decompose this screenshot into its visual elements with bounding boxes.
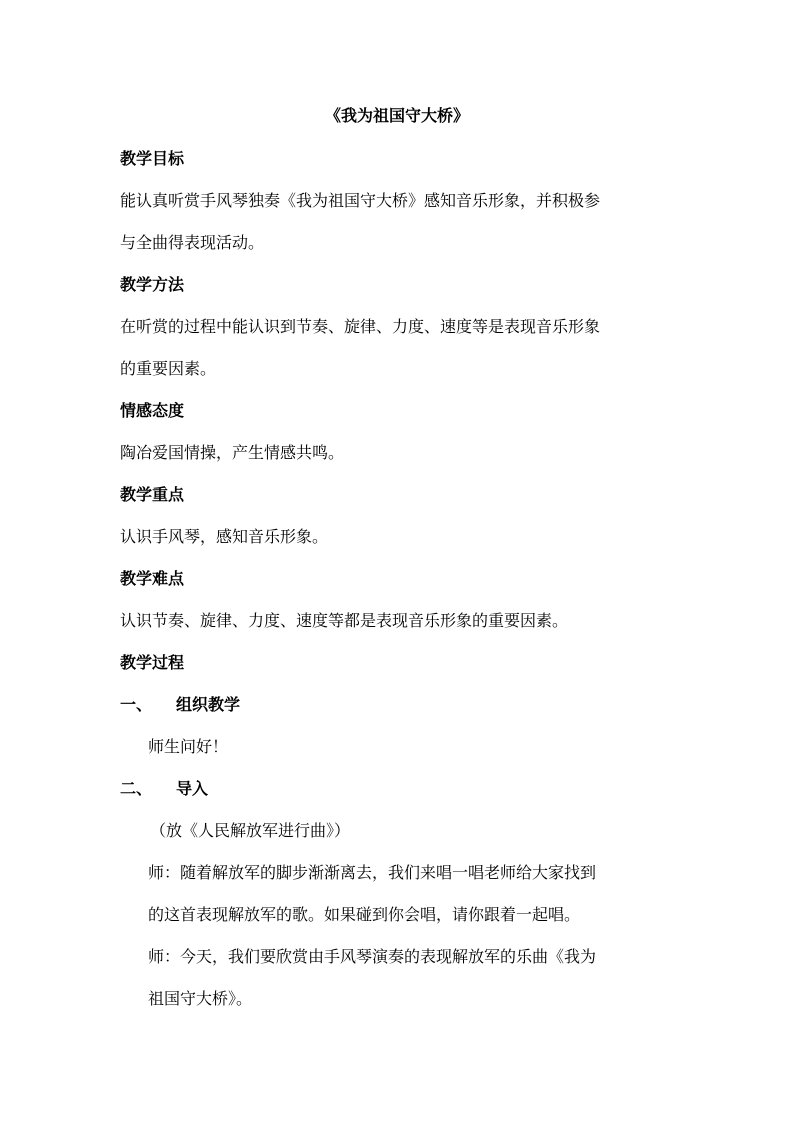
step-2-para-2-line-2: 祖国守大桥》。 [148, 989, 253, 1008]
process-step-2 [120, 779, 680, 799]
heading-key-point: 教学重点 [120, 485, 185, 504]
document-title: 《我为祖国守大桥》 [324, 106, 469, 125]
heading-teaching-goal: 教学目标 [120, 149, 185, 168]
attitude-text-line-1: 陶冶爱国情操，产生情感共鸣。 [120, 443, 345, 462]
heading-difficulty: 教学难点 [120, 569, 185, 588]
step-2-number: 二、 [120, 779, 153, 798]
step-2-title: 导入 [176, 779, 209, 798]
heading-teaching-method: 教学方法 [120, 275, 185, 294]
difficulty-text-line-1: 认识节奏、旋律、力度、速度等都是表现音乐形象的重要因素。 [120, 611, 569, 630]
step-2-para-2-line-1: 师：今天，我们要欣赏由手风琴演奏的表现解放军的乐曲《我为 [148, 947, 597, 966]
step-1-text: 师生问好！ [148, 737, 229, 756]
goal-text-line-2: 与全曲得表现活动。 [120, 233, 265, 252]
step-2-para-1-line-2: 的这首表现解放军的歌。如果碰到你会唱，请你跟着一起唱。 [148, 905, 581, 924]
heading-emotional-attitude: 情感态度 [120, 401, 185, 420]
method-text-line-2: 的重要因素。 [120, 359, 217, 378]
goal-text-line-1: 能认真听赏手风琴独奏《我为祖国守大桥》感知音乐形象，并积极参 [120, 191, 601, 210]
step-2-para-1-line-1: 师：随着解放军的脚步渐渐离去，我们来唱一唱老师给大家找到 [148, 863, 597, 882]
process-step-1 [120, 695, 680, 715]
key-point-text-line-1: 认识手风琴，感知音乐形象。 [120, 527, 329, 546]
step-1-title: 组织教学 [176, 695, 241, 714]
step-2-note: （放《人民解放军进行曲》） [150, 821, 351, 840]
heading-teaching-process: 教学过程 [120, 653, 185, 672]
step-1-number: 一、 [120, 695, 153, 714]
method-text-line-1: 在听赏的过程中能认识到节奏、旋律、力度、速度等是表现音乐形象 [120, 317, 601, 336]
